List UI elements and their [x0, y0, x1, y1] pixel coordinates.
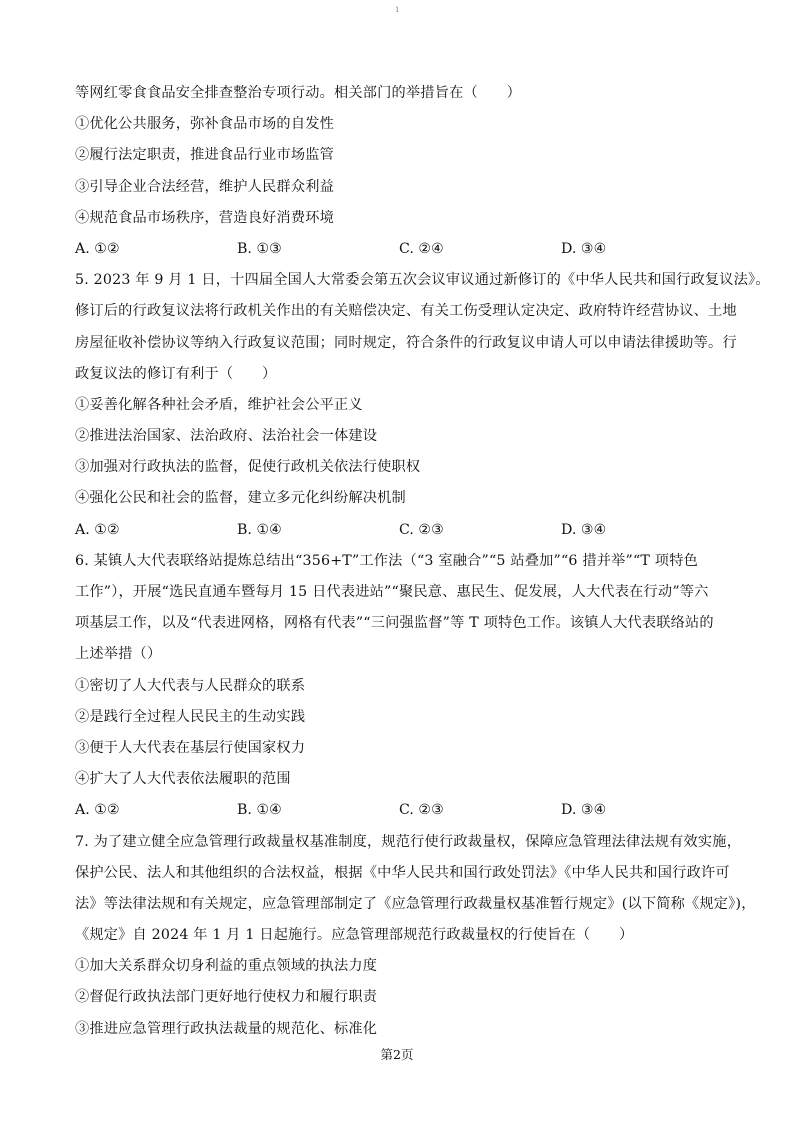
q4-option-b: B. ①③ [237, 240, 282, 257]
q5-stem-line-2: 修订后的行政复议法将行政机关作出的有关赔偿决定、有关工伤受理认定决定、政府特许经营协议、土地 [75, 303, 737, 320]
q6-item-4: ④扩大了人大代表依法履职的范围 [75, 771, 291, 788]
q4-option-d: D. ③④ [561, 240, 607, 257]
q6-option-a: A. ①② [75, 802, 120, 819]
q5-option-c: C. ②③ [399, 521, 444, 538]
q4-option-a: A. ①② [75, 240, 120, 257]
q4-stem-tail: 等网红零食食品安全排查整治专项行动。相关部门的举措旨在（ ） [75, 85, 522, 101]
q4-item-4: ④规范食品市场秩序，营造良好消费环境 [75, 209, 334, 226]
q5-stem-line-4: 政复议法的修订有利于（ ） [75, 365, 277, 382]
q5-option-a: A. ①② [75, 521, 120, 538]
q5-item-1: ①妥善化解各种社会矛盾，维护社会公平正义 [75, 396, 363, 413]
q6-item-1: ①密切了人大代表与人民群众的联系 [75, 677, 306, 694]
q6-option-b: B. ①④ [237, 802, 282, 819]
q5-option-d: D. ③④ [561, 521, 607, 538]
q5-item-3: ③加强对行政执法的监督，促使行政机关依法行使职权 [75, 459, 421, 476]
q6-option-d: D. ③④ [561, 802, 607, 819]
q6-item-3: ③便于人大代表在基层行使国家权力 [75, 739, 306, 756]
q6-stem-line-2: 工作”），开展“选民直通车暨每月 15 日代表进站”“聚民意、惠民生、促发展，人大代表在行动”等六 [75, 584, 709, 600]
q6-item-2: ②是践行全过程人民民主的生动实践 [75, 708, 306, 725]
q4-options [75, 234, 730, 265]
q5-stem-line-3: 房屋征收补偿协议等纳入行政复议范围；同时规定，符合条件的行政复议申请人可以申请法律援助等。行 [75, 334, 737, 351]
q6-option-c: C. ②③ [399, 802, 444, 819]
q5-options [75, 515, 730, 546]
q4-option-c: C. ②④ [399, 240, 444, 257]
exam-page-content [75, 78, 770, 1045]
q5-option-b: B. ①④ [237, 521, 282, 538]
q6-stem-line-1: 6. 某镇人大代表联络站提炼总结出“356+T”工作法（“3 室融合”“5 站叠加”“6 措并举”“T 项特色 [75, 552, 698, 569]
q7-stem-line-2: 保护公民、法人和其他组织的合法权益，根据《中华人民共和国行政处罚法》《中华人民共和国行政许可 [75, 864, 730, 881]
q6-stem-line-3: 项基层工作，以及“代表进网格，网格有代表”“三问强监督”等 T 项特色工作。该镇人大代表联络站的 [75, 615, 714, 632]
q7-stem-line-4: 《规定》自 2024 年 1 月 1 日起施行。应急管理部规范行政裁量权的行使旨在（ ） [75, 927, 634, 944]
q4-item-2: ②履行法定职责，推进食品行业市场监管 [75, 147, 334, 164]
q6-stem-line-4: 上述举措（） [75, 646, 162, 663]
page-top-mark: 1 [395, 6, 400, 14]
q7-stem-line-3: 法》等法律法规和有关规定，应急管理部制定了《应急管理行政裁量权基准暂行规定》(以下简称《规定》)， [75, 895, 756, 912]
q7-stem-line-1: 7. 为了建立健全应急管理行政裁量权基准制度，规范行使行政裁量权，保障应急管理法律法规有效实施， [75, 833, 742, 850]
q7-item-2: ②督促行政执法部门更好地行使权力和履行职责 [75, 989, 378, 1006]
q7-item-1: ①加大关系群众切身利益的重点领域的执法力度 [75, 958, 378, 975]
page-number: 第2页 [380, 1047, 414, 1062]
q4-item-1: ①优化公共服务，弥补食品市场的自发性 [75, 116, 334, 133]
q7-item-3: ③推进应急管理行政执法裁量的规范化、标准化 [75, 1020, 378, 1037]
q4-item-3: ③引导企业合法经营，维护人民群众利益 [75, 178, 334, 195]
q5-item-4: ④强化公民和社会的监督，建立多元化纠纷解决机制 [75, 490, 406, 507]
q5-item-2: ②推进法治国家、法治政府、法治社会一体建设 [75, 428, 378, 445]
q5-stem-line-1: 5. 2023 年 9 月 1 日，十四届全国人大常委会第五次会议审议通过新修订的《中华人民共和国行政复议法》。 [75, 272, 770, 289]
q6-options [75, 795, 730, 826]
